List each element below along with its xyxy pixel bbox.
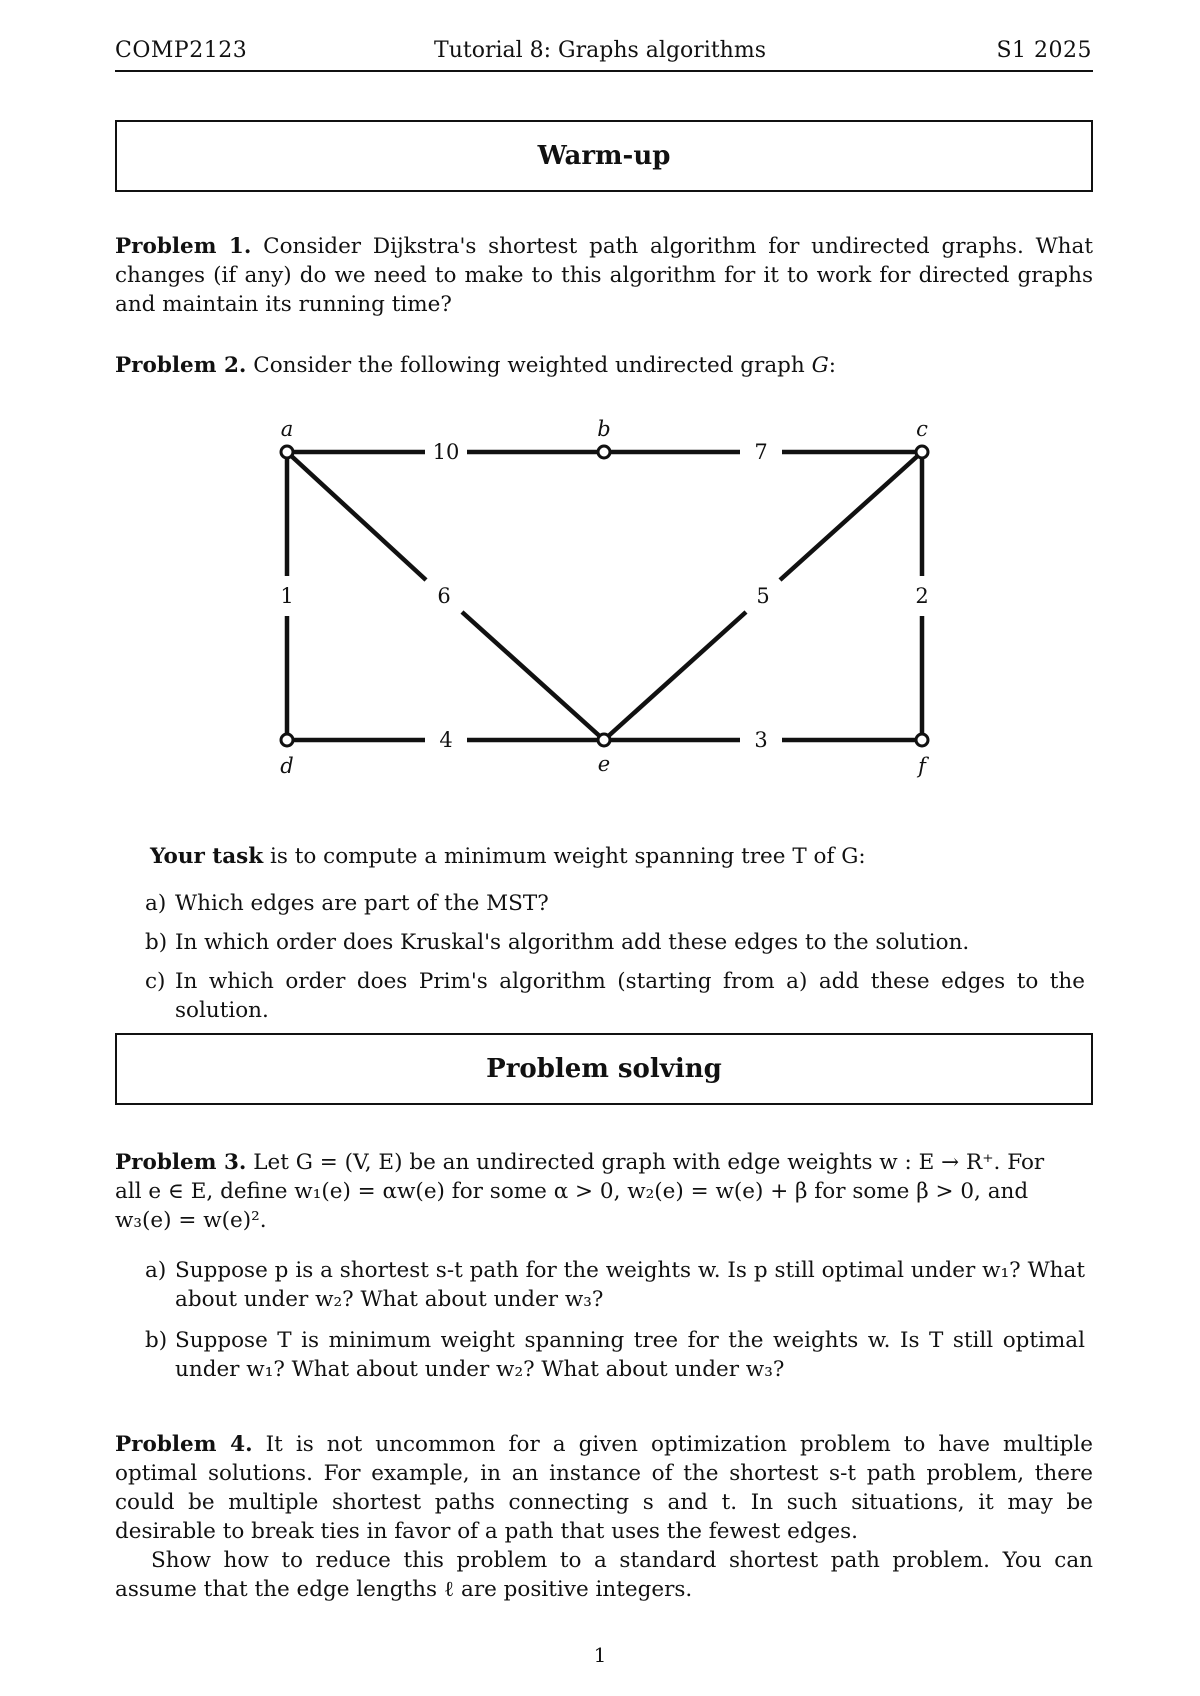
problem-2-item-a bbox=[145, 889, 1093, 918]
item-text: Suppose p is a shortest s-t path for the weights w. Is p still optimal under w₁? What about under w₂? What about under w₃? bbox=[175, 1258, 1085, 1312]
section-problem-solving bbox=[115, 1033, 1093, 1105]
item-text: Which edges are part of the MST? bbox=[175, 891, 549, 916]
item-label: b) bbox=[145, 1328, 168, 1353]
edge-a-e bbox=[287, 452, 426, 580]
problem-4-text2: Show how to reduce this problem to a standard shortest path problem. You can assume that the edge lengths ℓ are positive integers. bbox=[115, 1548, 1093, 1602]
node-label-b: b bbox=[597, 417, 611, 441]
problem-2-label: Problem 2. bbox=[115, 353, 247, 378]
problem-2-text: Consider the following weighted undirected graph bbox=[253, 353, 805, 378]
problem-1-text: Consider Dijkstra's shortest path algorithm for undirected graphs. What changes (if any) do we need to make to this algorithm for it to work for directed graphs and maintain its running time? bbox=[115, 234, 1093, 317]
weight-e-f: 3 bbox=[754, 728, 768, 752]
node-c bbox=[916, 446, 928, 458]
node-d bbox=[281, 734, 293, 746]
problem-4-text: It is not uncommon for a given optimization problem to have multiple optimal solutions. For example, in an instance of the shortest s-t path problem, there could be multiple shortest paths connecting s and t. In such situations, it may be desirable to break ties in favor of a path that uses the fewest edges. bbox=[115, 1432, 1093, 1544]
weight-c-e: 5 bbox=[756, 584, 770, 608]
item-label: b) bbox=[145, 930, 168, 955]
item-text: In which order does Kruskal's algorithm add these edges to the solution. bbox=[175, 930, 970, 955]
problem-4-label: Problem 4. bbox=[115, 1432, 253, 1457]
problem-2-task-label: Your task bbox=[150, 844, 264, 869]
section-warmup-title: Warm-up bbox=[537, 141, 671, 171]
item-label: a) bbox=[145, 891, 167, 916]
header-course-code: COMP2123 bbox=[115, 38, 248, 63]
problem-3-line2: all e ∈ E, define w₁(e) = αw(e) for some α > 0, w₂(e) = w(e) + β for some β > 0, and bbox=[115, 1179, 1029, 1204]
problem-4 bbox=[115, 1430, 1093, 1604]
node-f bbox=[916, 734, 928, 746]
item-text: Suppose T is minimum weight spanning tree for the weights w. Is T still optimal under w₁? What about under w₂? What about under w₃? bbox=[175, 1328, 1085, 1382]
problem-3-label: Problem 3. bbox=[115, 1150, 247, 1175]
item-label: a) bbox=[145, 1258, 167, 1283]
node-label-d: d bbox=[280, 754, 294, 778]
weight-d-e: 4 bbox=[439, 728, 453, 752]
node-e bbox=[598, 734, 610, 746]
edge-c-e-2 bbox=[604, 612, 746, 740]
weight-a-b: 10 bbox=[432, 440, 460, 464]
node-b bbox=[598, 446, 610, 458]
problem-3 bbox=[115, 1148, 1093, 1235]
problem-3-line3: w₃(e) = w(e)². bbox=[115, 1208, 267, 1233]
problem-2-item-b bbox=[145, 928, 1093, 957]
problem-3-item-a bbox=[145, 1256, 1093, 1314]
weight-a-e: 6 bbox=[437, 584, 451, 608]
item-label: c) bbox=[145, 969, 166, 994]
node-label-f: f bbox=[918, 754, 926, 778]
node-label-c: c bbox=[916, 417, 928, 441]
node-label-a: a bbox=[280, 417, 294, 441]
problem-2-colon: : bbox=[828, 353, 837, 378]
weight-b-c: 7 bbox=[754, 440, 768, 464]
problem-3-line1: Let G = (V, E) be an undirected graph with edge weights w : E → R⁺. For bbox=[253, 1150, 1045, 1175]
edge-c-e bbox=[780, 452, 922, 580]
problem-3-item-b bbox=[145, 1326, 1093, 1384]
item-text: In which order does Prim's algorithm (starting from a) add these edges to the solution. bbox=[175, 969, 1085, 1023]
problem-2-task bbox=[150, 842, 1090, 871]
problem-2-task-text: is to compute a minimum weight spanning tree T of G: bbox=[269, 844, 866, 869]
page-number: 1 bbox=[593, 1643, 607, 1667]
problem-2-graph-name: G bbox=[811, 353, 829, 378]
problem-1-label: Problem 1. bbox=[115, 234, 252, 259]
weight-c-f: 2 bbox=[915, 584, 929, 608]
weight-a-d: 1 bbox=[280, 584, 294, 608]
node-a bbox=[281, 446, 293, 458]
node-label-e: e bbox=[597, 752, 611, 776]
problem-2-item-c bbox=[145, 967, 1093, 1025]
edge-a-e-2 bbox=[462, 612, 604, 740]
section-problem-solving-title: Problem solving bbox=[486, 1054, 722, 1084]
header-semester: S1 2025 bbox=[996, 38, 1092, 63]
header-title: Tutorial 8: Graphs algorithms bbox=[434, 38, 766, 63]
